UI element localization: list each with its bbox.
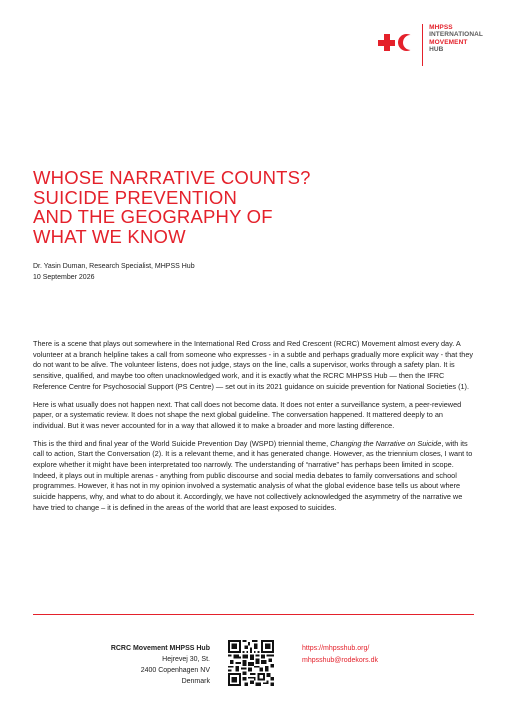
footer-divider <box>33 614 474 615</box>
paragraph-1: There is a scene that plays out somewhere in the International Red Cross and Red Crescent (RCRC) Movement almost every day. A volunteer at a branch helpline takes a call from someone who expresses - in a subtle and perhaps gradually more explicit way - that they do not want to be alive. The volunteer listens, does not judge, stays on the line, calls a supervisor, works through a safety plan. It is sensitive, qualified, and maybe too often unacknowledged work, and it is exactly what the RCRC MHPSS Hub — then the IFRC Reference Centre for Psychosocial Support (PS Centre) — set out in its 2021 guidance on suicide prevention for National Societies (1). <box>33 339 474 391</box>
paragraph-2: Here is what usually does not happen next. That call does not become data. It does not enter a surveillance system, a peer-reviewed paper, or a systematic review. It does not shape the next global guideline. The conversation happened. It mattered deeply to an individual. But it was never accounted for in a way that allowed it to make a broader and more lasting difference. <box>33 399 462 430</box>
logo-wordmark <box>429 24 483 54</box>
footer-street: Hejrevej 30, St. <box>162 656 210 663</box>
campaign-theme: Changing the Narrative on Suicide <box>330 438 442 448</box>
footer-links <box>302 643 378 667</box>
logo-line-4: HUB <box>429 46 444 54</box>
logo-line-2: INTERNATIONAL <box>429 31 483 39</box>
paragraph-3-part-1: This is the third and final year of the World Suicide Prevention Day (WSPD) triennial theme, <box>33 438 331 448</box>
author-block <box>33 261 195 283</box>
red-cross-icon <box>378 34 395 51</box>
email-link[interactable]: mhpsshub@rodekors.dk <box>302 657 378 664</box>
logo-line-1: MHPSS <box>429 24 453 31</box>
footer-address <box>111 643 210 687</box>
title-line-2: SUICIDE PREVENTION <box>33 186 238 208</box>
title-line-4: WHAT WE KNOW <box>33 225 186 247</box>
logo-divider <box>422 24 423 66</box>
paragraph-3-part-2: , with its call to action, Start the Conversation (2). It is a relevant theme, and it has generated change. However, as the triennium closes, I want to explore whether it might have been interpretated too narrowly. The understanding of “narrative” has perhaps been limited in scope. Indeed, it plays out in multiple arenas - anything from public discourse and social media debates to family conversations and school programmes. However, it has not in my opinion involved a systematic analysis of what the global evidence base tells us about where suicide happens, why, and what to do about it. Accordingly, we have not collectively acknowledged the asymmetry of the narrative we have tried to change – it is defined in the areas of the world that are least exposed to suicides. <box>33 438 473 512</box>
website-link[interactable]: https://mhpsshub.org/ <box>302 645 370 652</box>
footer-org: RCRC Movement MHPSS Hub <box>110 645 210 652</box>
logo-line-3: MOVEMENT <box>429 38 468 46</box>
mhpss-hub-logo <box>378 24 483 66</box>
paragraph-3 <box>33 439 475 514</box>
title-line-3: AND THE GEOGRAPHY OF <box>33 206 273 227</box>
title-line-1: WHOSE NARRATIVE COUNTS? <box>33 167 311 188</box>
emblems <box>378 34 413 51</box>
publication-date: 10 September 2026 <box>33 274 95 281</box>
page-title <box>33 168 473 246</box>
red-crescent-icon <box>398 34 413 51</box>
qr-code[interactable] <box>228 640 274 686</box>
author-byline: Dr. Yasin Duman, Research Specialist, MHPSS Hub <box>33 263 195 270</box>
footer-city: 2400 Copenhagen NV <box>140 667 210 674</box>
footer-country: Denmark <box>181 678 210 685</box>
article-body <box>33 339 475 521</box>
